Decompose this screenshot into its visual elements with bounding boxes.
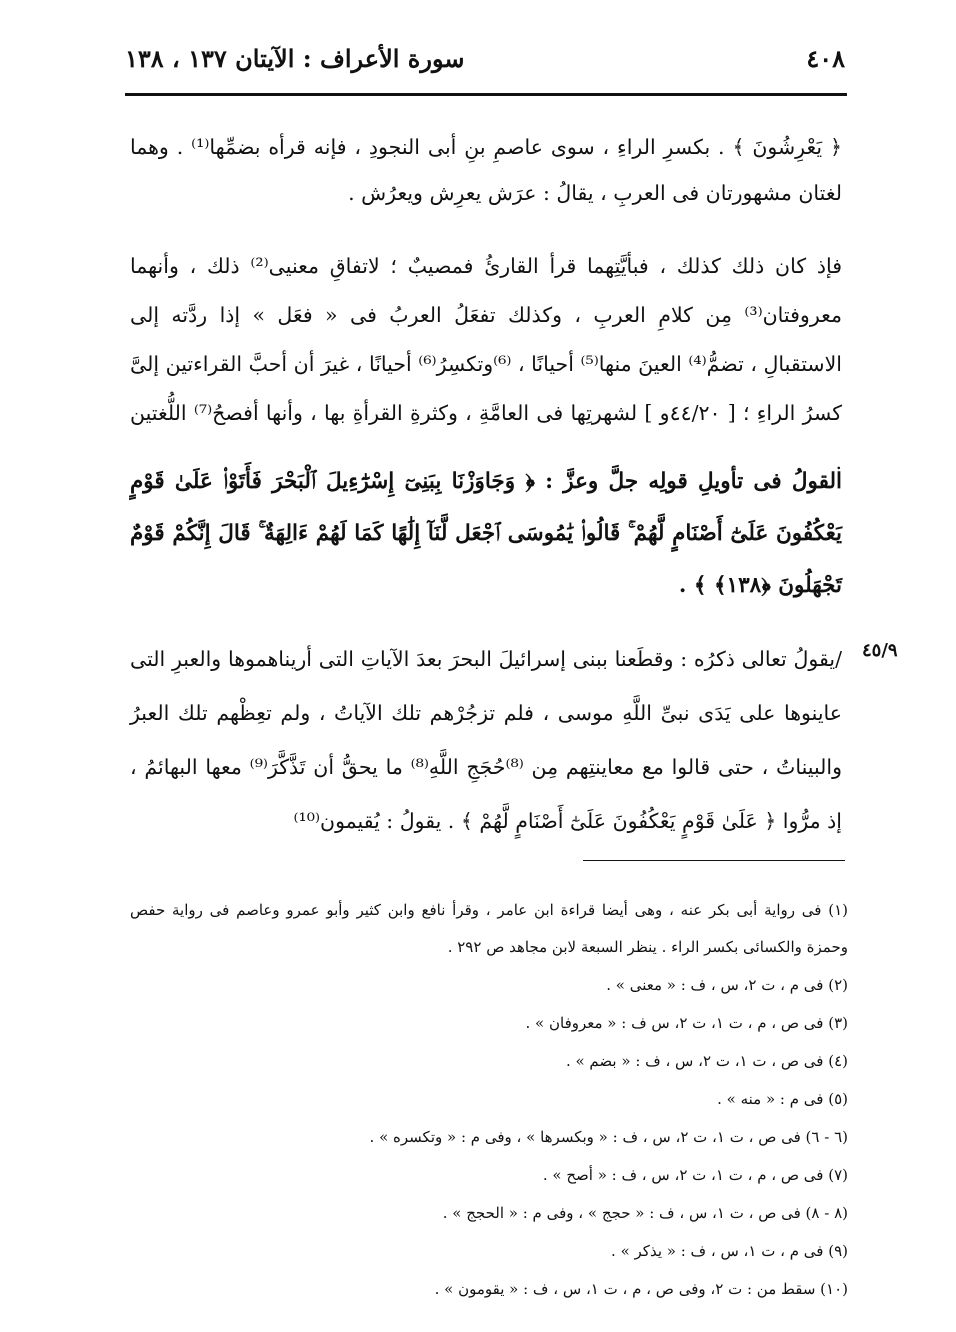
page-header	[125, 36, 845, 80]
header-rule	[125, 93, 847, 96]
body-paragraph: فإذ كان ذلك كذلك ، فبأيَّتِهما قرأ القارئُ فمصيبٌ ؛ لاتفاقِ معنيى⁽²⁾ ذلك ، وأنهما معروفتان⁽³⁾ مِن كلامِ العربِ ، وكذلك تفعَلُ العربُ فى « فعَل » إذا ردَّته إلى الاستقبالِ ، تضمُّ⁽⁴⁾ العينَ منها⁽⁵⁾ أحيانًا ، ⁽⁶⁾وتكسِرُ⁽⁶⁾ أحيانًا ، غيرَ أن أحبَّ القراءتين إلىَّ كسرُ الراءِ ؛ [ ٤٤/٢٠و ] لشهرتِها فى العامَّةِ ، وكثرةِ القرأةِ بها ، وأنها أفصحُ⁽⁷⁾ اللُّغتين .	[130, 254, 843, 474]
footnote: (١٠) سقط من : ت ٢، وفى ص ، م ، ت ١، س ، ف : « يقومون » .	[434, 1280, 848, 1298]
running-title: سورة الأعراف : الآيتان ١٣٧ ، ١٣٨	[125, 43, 465, 73]
margin-page-reference: ٤٥/٩	[862, 640, 898, 661]
footnote: (٣) فى ص ، م ، ت ١، ت ٢، س ف : « معروفان » .	[525, 1014, 848, 1032]
page-number: ٤٠٨	[806, 43, 845, 73]
verse-heading-paragraph: القولُ فى تأويلِ قولِه جلَّ وعزَّ : ﴿ وَجَاوَزْنَا بِبَنِىٓ إِسْرَٰٓءِيلَ ٱلْبَحْرَ فَأَتَوْا۟ عَلَىٰ قَوْمٍ يَعْكُفُونَ عَلَىٰٓ أَصْنَامٍ لَّهُمْ ۚ قَالُوا۟ يَٰمُوسَى ٱجْعَل لَّنَآ إِلَٰهًا كَمَا لَهُمْ ءَالِهَةٌ ۚ قَالَ إِنَّكُمْ قَوْمٌ تَجْهَلُونَ ﴿١٣٨﴾ ﴾ .	[130, 469, 842, 598]
footnote: (٧) فى ص ، م ، ت ١، ت ٢، س ، ف : « أصح » .	[542, 1166, 848, 1184]
footnote: (٤) فى ص ، ت ١، ت ٢، س ، ف : « بضم » .	[565, 1052, 848, 1070]
footnotes-list	[130, 892, 848, 1308]
footnote-separator	[583, 860, 845, 861]
footnote: (١) فى رواية أبى بكر عنه ، وهى أيضا قراءة ابن عامر ، وقرأ نافع وابن كثير وأبو عمرو وعاصم فى رواية حفص وحمزة والكسائى بكسر الراء . ينظر السبعة لابن مجاهد ص ٢٩٢ .	[130, 901, 848, 956]
footnote: (٢) فى م ، ت ٢، س ، ف : « معنى » .	[606, 976, 848, 994]
body-paragraph: /يقولُ تعالى ذكرُه : وقطَعنا ببنى إسرائيلَ البحرَ بعدَ الآياتِ التى أريناهموها والعبرِ التى عاينوها على يَدَى نبىِّ اللَّهِ موسى ، فلم تزجُرْهم تلك الآياتُ ، ولم تعِظْهم تلك العبرُ والبيناتُ ، حتى قالوا مع معاينتِهم مِن ⁽⁸⁾حُجَجِ اللَّهِ⁽⁸⁾ ما يحقُّ أن تَذَّكَّرَ⁽⁹⁾ معها البهائمُ ، إذ مرُّوا ﴿ عَلَىٰ قَوْمٍ يَعْكُفُونَ عَلَىٰٓ أَصْنَامٍ لَّهُمْ ﴾ . يقولُ : يُقيمون⁽¹⁰⁾	[130, 647, 842, 833]
footnote: (٦ - ٦) فى ص ، ت ١، ت ٢، س ، ف : « وبكسرها » ، وفى م : « وتكسره » .	[369, 1128, 848, 1146]
body-paragraph: ﴿ يَعْرِشُونَ ﴾ . بكسرِ الراءِ ، سوى عاصمِ بنِ أبى النجودِ ، فإنه قرأه بضمِّها⁽¹⁾ . وهما لغتان مشهورتان فى العربِ ، يقالُ : عرَش يعرِش ويعرُش .	[130, 135, 842, 205]
footnote: (٨ - ٨) فى ص ، ت ١، س ، ف : « حجج » ، وفى م : « الحجج » .	[442, 1204, 848, 1222]
footnote: (٥) فى م : « منه » .	[717, 1090, 848, 1108]
footnote: (٩) فى م ، ت ١، س ، ف : « يذكر » .	[611, 1242, 848, 1260]
